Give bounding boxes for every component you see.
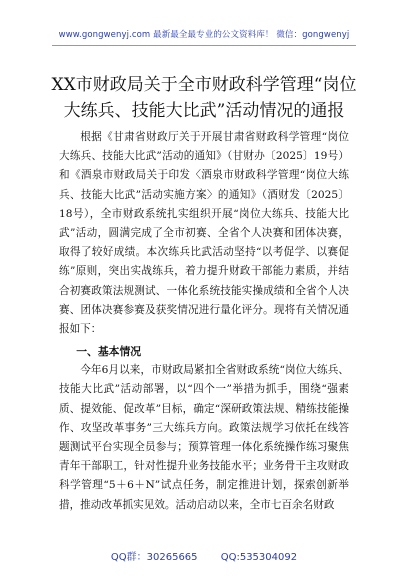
section-paragraph: 今年6月以来，市财政局紧扣全省财政系统“岗位大练兵、技能大比武”活动部署，以“四个一”举措为抓手，围绕“强素质、提效能、促改革”目标，确定“深研政策法规、精练技能操作、攻坚改革事务”三大练兵方向。政策法规学习依托在线答题测试平台实现全员参与；预算管理一体化系统操作练习聚焦青年干部职工，针对性提升业务技能水平；业务骨干主攻财政科学管理“5＋6＋N”试点任务，制定推进计划，探索创新举措，推动改革抓实见效。活动启动以来，全市七百余名财政 bbox=[59, 364, 349, 511]
site-header: www.gongwenyj.com 最新最全最专业的公文资料库！ 微信：gongwenyj bbox=[58, 30, 350, 40]
header-divider bbox=[52, 45, 356, 46]
site-footer bbox=[0, 548, 408, 563]
qq-contact: QQ:535304092 bbox=[220, 552, 298, 563]
qq-group: QQ群：30265665 bbox=[110, 552, 198, 563]
document-body bbox=[59, 128, 349, 515]
intro-paragraph: 根据《甘肃省财政厅关于开展甘肃省财政科学管理“岗位大练兵、技能大比武”活动的通知》（甘财办〔2025〕19号）和《酒泉市财政局关于印发〈酒泉市财政科学管理“岗位大练兵、技能大比武”活动实施方案〉的通知》（酒财发〔2025〕18号），全市财政系统扎实组织开展“岗位大练兵、技能大比武”活动，圆满完成了全市初赛、全省个人决赛和团体决赛，取得了较好成绩。本次练兵比武活动坚持“以考促学、以赛促练”原则，突出实战练兵，着力提升财政干部能力素质，并结合初赛政策法规测试、一体化系统技能实操成绩和全省个人决赛、团体决赛参赛及获奖情况进行量化评分。现将有关情况通报如下： bbox=[59, 131, 349, 336]
document-title: XX市财政局关于全市财政科学管理“岗位大练兵、技能大比武”活动情况的通报 bbox=[51, 75, 357, 121]
section-heading: 一、基本情况 bbox=[76, 345, 142, 359]
